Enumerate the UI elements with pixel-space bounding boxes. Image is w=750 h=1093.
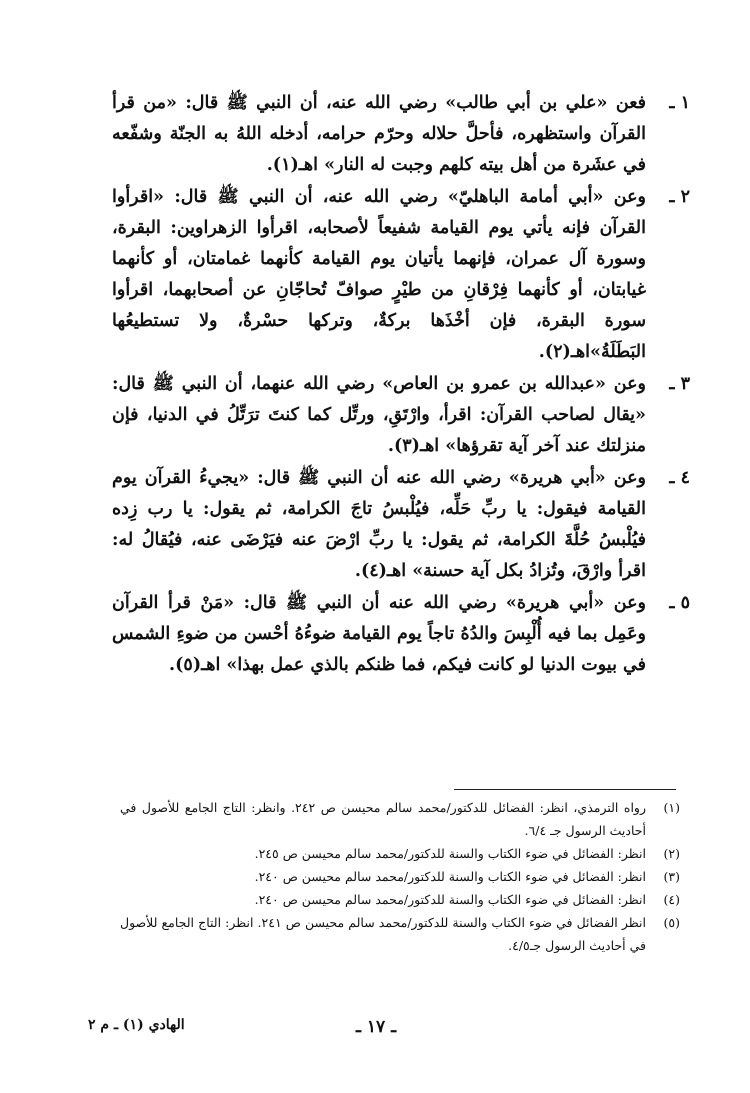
footnote-text: انظر: الفضائل في ضوء الكتاب والسنة للدكتور/محمد سالم محيسن ص ٢٤٠. [254,869,646,884]
footnote-divider [454,789,676,790]
footnote-number: (٤) [663,892,680,907]
footnote-number: (٣) [663,869,680,884]
hadith-item [112,182,690,368]
hadith-text: فعن «علي بن أبي طالب» رضي الله عنه، أن النبي ﷺ قال: «من قرأ القرآن واستظهره، فأحلَّ حلاله وحرّم حرامه، أدخله اللهُ به الجنّة وشفّعه في عشَرة من أهل بيته كلهم وجبت له النار» اهـ(١). [112,93,646,175]
footnote-text: انظر: الفضائل في ضوء الكتاب والسنة للدكتور/محمد سالم محيسن ص ٢٤٠. [254,892,646,907]
footnotes [120,796,680,957]
hadith-text: وعن «أبي أمامة الباهليّ» رضي الله عنه، أن النبي ﷺ قال: «اقرأوا القرآن فإنه يأتي يوم القيامة شفيعاً لأصحابه، اقرأوا الزهراوين: البقرة، وسورة آل عمران، فإنهما يأتيان يوم القيامة كأنهما غمامتان، أو كأنهما غيابتان، أو كأنهما فِرْقانِ من طيْرٍ صوافّ تُحاجّانِ عن أصحابهما، اقرأوا سورة البقرة، فإن أخْذَها بركةٌ، وتركها حسْرةٌ، ولا تستطيعُها البَطَلَةُ»اهـ(٢). [112,187,646,362]
hadith-number: ٤ ـ [669,468,690,488]
footnote [120,888,680,911]
footnote-number: (٥) [663,915,680,930]
footnote-text: انظر الفضائل في ضوء الكتاب والسنة للدكتور/محمد سالم محيسن ص ٢٤١. انظر: التاج الجامع للأصول في أحاديث الرسول جـ٤/٥. [120,915,646,953]
footnote-text: رواه الترمذي، انظر: الفضائل للدكتور/محمد سالم محيسن ص ٢٤٢. وانظر: التاج الجامع للأصول في أحاديث الرسول جـ ٦/٤. [120,800,646,838]
hadith-number: ٢ ـ [669,187,690,207]
hadith-item [112,369,690,462]
hadith-item [112,88,690,181]
footnote-number: (٢) [663,846,680,861]
hadith-text: وعن «عبدالله بن عمرو بن العاص» رضي الله عنهما، أن النبي ﷺ قال: «يقال لصاحب القرآن: اقرأ، وارْتَقِ، ورتِّل كما كنتَ ترَتِّلُ في الدنيا، فإن منزلتك عند آخر آية تقرؤها» اهـ(٣). [112,374,646,456]
hadith-list [112,88,690,682]
hadith-number: ٥ ـ [669,593,690,613]
footnote-text: انظر: الفضائل في ضوء الكتاب والسنة للدكتور/محمد سالم محيسن ص ٢٤٥. [254,846,646,861]
hadith-number: ١ ـ [669,93,690,113]
footnote [120,865,680,888]
footnote [120,842,680,865]
hadith-text: وعن «أبي هريرة» رضي الله عنه أن النبي ﷺ قال: «مَنْ قرأ القرآن وعَمِل بما فيه أُلْبِسَ والدُهُ تاجاً يوم القيامة ضوءُهُ أحْسن من ضوءِ الشمس في بيوت الدنيا لو كانت فيكم، فما ظنكم بالذي عمل بهذا» اهـ(٥). [112,593,646,675]
hadith-number: ٣ ـ [669,374,690,394]
footnote [120,796,680,842]
footnote [120,911,680,957]
hadith-item [112,463,690,587]
hadith-text: وعن «أبي هريرة» رضي الله عنه أن النبي ﷺ قال: «يجيءُ القرآن يوم القيامة فيقول: يا ربِّ حَلِّه، فيُلْبسُ تاجَ الكرامة، ثم يقول: يا رب زِده فيُلْبسُ حُلَّةَ الكرامة، ثم يقول: يا ربِّ ارْضَ عنه فيَرْضَى عنه، فيُقالُ له: اقرأ وارْقَ، وتُزادُ بكل آية حسنة» اهـ(٤). [112,468,646,581]
footnote-number: (١) [663,800,680,815]
hadith-item [112,588,690,681]
printer-signature: الهادي (١) ـ م ٢ [88,1017,185,1033]
page-number: ـ ١٧ ـ [356,1017,397,1037]
